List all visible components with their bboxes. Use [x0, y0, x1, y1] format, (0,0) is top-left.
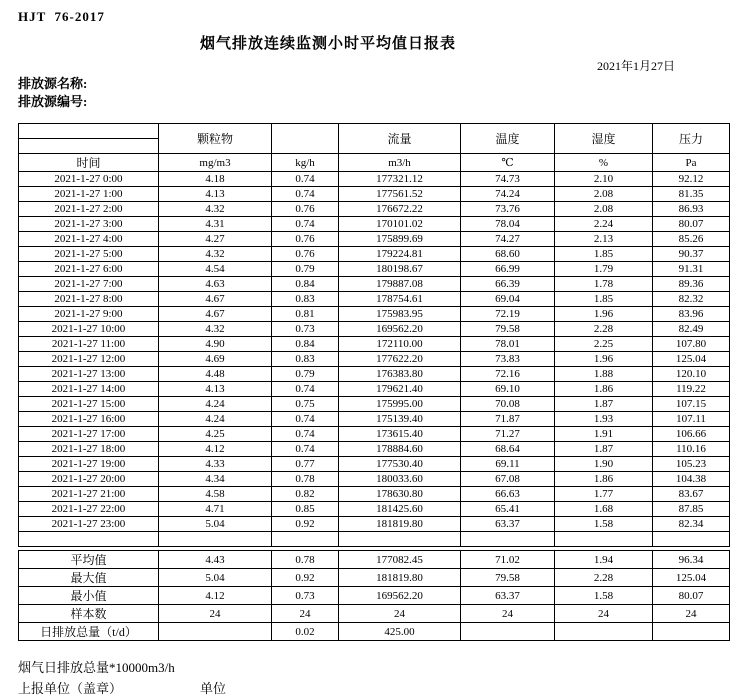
table-row [19, 232, 730, 247]
value-cell: 1.78 [555, 277, 653, 292]
main-table-body [19, 172, 730, 532]
value-cell: 1.85 [555, 247, 653, 262]
table-row [19, 202, 730, 217]
value-cell: 1.79 [555, 262, 653, 277]
value-cell: 82.34 [653, 517, 730, 532]
empty-cell [653, 532, 730, 547]
value-cell: 4.54 [159, 262, 272, 277]
value-cell: 177561.52 [339, 187, 461, 202]
value-cell: 79.58 [461, 322, 555, 337]
row-label-cell: 2021-1-27 19:00 [19, 457, 159, 472]
table-row [19, 277, 730, 292]
value-cell: 1.91 [555, 427, 653, 442]
empty-cell [159, 532, 272, 547]
column-header-pa: Pa [653, 154, 730, 172]
value-cell: 24 [653, 605, 730, 623]
value-cell: 96.34 [653, 551, 730, 569]
value-cell: 0.74 [272, 172, 339, 187]
value-cell: 80.07 [653, 587, 730, 605]
row-label-cell: 2021-1-27 11:00 [19, 337, 159, 352]
value-cell: 0.74 [272, 217, 339, 232]
value-cell: 107.15 [653, 397, 730, 412]
unit-header-row [19, 154, 730, 172]
value-cell: 1.86 [555, 472, 653, 487]
value-cell: 72.16 [461, 367, 555, 382]
row-label-cell: 2021-1-27 17:00 [19, 427, 159, 442]
row-label-cell: 2021-1-27 15:00 [19, 397, 159, 412]
value-cell: 65.41 [461, 502, 555, 517]
value-cell: 4.13 [159, 187, 272, 202]
empty-row [19, 532, 730, 547]
value-cell: 1.88 [555, 367, 653, 382]
row-label-cell: 2021-1-27 16:00 [19, 412, 159, 427]
row-label-cell: 2021-1-27 22:00 [19, 502, 159, 517]
value-cell: 68.60 [461, 247, 555, 262]
table-row [19, 587, 730, 605]
value-cell: 2.28 [555, 322, 653, 337]
value-cell: 176383.80 [339, 367, 461, 382]
row-label-cell: 2021-1-27 6:00 [19, 262, 159, 277]
value-cell: 119.22 [653, 382, 730, 397]
value-cell: 2.24 [555, 217, 653, 232]
value-cell: 24 [159, 605, 272, 623]
table-row [19, 502, 730, 517]
row-label-cell: 2021-1-27 14:00 [19, 382, 159, 397]
value-cell: 4.67 [159, 292, 272, 307]
value-cell: 4.18 [159, 172, 272, 187]
value-cell: 175995.00 [339, 397, 461, 412]
value-cell: 173615.40 [339, 427, 461, 442]
table-row [19, 487, 730, 502]
value-cell: 0.84 [272, 277, 339, 292]
value-cell: 4.24 [159, 397, 272, 412]
value-cell [653, 623, 730, 641]
value-cell: 0.74 [272, 442, 339, 457]
value-cell: 85.26 [653, 232, 730, 247]
table-row [19, 352, 730, 367]
value-cell: 425.00 [339, 623, 461, 641]
value-cell: 71.87 [461, 412, 555, 427]
table-row [19, 262, 730, 277]
empty-cell [555, 532, 653, 547]
value-cell: 87.85 [653, 502, 730, 517]
value-cell: 1.87 [555, 442, 653, 457]
value-cell: 0.73 [272, 322, 339, 337]
row-label-cell: 平均值 [19, 551, 159, 569]
value-cell: 0.74 [272, 187, 339, 202]
value-cell: 24 [555, 605, 653, 623]
empty-cell [19, 532, 159, 547]
value-cell: 2.13 [555, 232, 653, 247]
empty-cell [272, 532, 339, 547]
value-cell: 73.83 [461, 352, 555, 367]
value-cell: 0.81 [272, 307, 339, 322]
value-cell: 0.83 [272, 352, 339, 367]
value-cell: 105.23 [653, 457, 730, 472]
empty-cell [461, 532, 555, 547]
row-label-cell: 2021-1-27 21:00 [19, 487, 159, 502]
value-cell: 1.68 [555, 502, 653, 517]
value-cell: 92.12 [653, 172, 730, 187]
value-cell: 70.08 [461, 397, 555, 412]
row-label-cell: 2021-1-27 12:00 [19, 352, 159, 367]
main-data-table [18, 123, 730, 547]
value-cell: 89.36 [653, 277, 730, 292]
column-header-m3h: m3/h [339, 154, 461, 172]
value-cell: 4.34 [159, 472, 272, 487]
value-cell: 0.92 [272, 517, 339, 532]
value-cell: 4.32 [159, 247, 272, 262]
value-cell: 1.90 [555, 457, 653, 472]
value-cell: 4.12 [159, 587, 272, 605]
value-cell: 1.93 [555, 412, 653, 427]
value-cell: 175983.95 [339, 307, 461, 322]
value-cell: 125.04 [653, 569, 730, 587]
value-cell: 172110.00 [339, 337, 461, 352]
table-row [19, 472, 730, 487]
value-cell: 104.38 [653, 472, 730, 487]
row-label-cell: 2021-1-27 2:00 [19, 202, 159, 217]
value-cell: 71.02 [461, 551, 555, 569]
value-cell: 4.24 [159, 412, 272, 427]
value-cell: 180033.60 [339, 472, 461, 487]
group-header-humidity: 湿度 [555, 124, 653, 154]
table-row [19, 382, 730, 397]
value-cell: 177082.45 [339, 551, 461, 569]
value-cell: 179887.08 [339, 277, 461, 292]
value-cell: 2.25 [555, 337, 653, 352]
standard-number: HJT 76-2017 [18, 9, 105, 24]
value-cell: 1.77 [555, 487, 653, 502]
value-cell: 181819.80 [339, 517, 461, 532]
value-cell: 79.58 [461, 569, 555, 587]
footer-line [18, 678, 741, 697]
report-unit-label: 上报单位（盖章） [18, 681, 123, 696]
value-cell: 4.12 [159, 442, 272, 457]
value-cell: 82.32 [653, 292, 730, 307]
value-cell: 82.49 [653, 322, 730, 337]
value-cell: 180198.67 [339, 262, 461, 277]
row-label-cell: 2021-1-27 23:00 [19, 517, 159, 532]
value-cell: 66.63 [461, 487, 555, 502]
value-cell: 107.11 [653, 412, 730, 427]
value-cell: 81.35 [653, 187, 730, 202]
row-label-cell: 最小值 [19, 587, 159, 605]
value-cell [159, 623, 272, 641]
value-cell: 0.76 [272, 247, 339, 262]
table-row [19, 217, 730, 232]
table-row [19, 322, 730, 337]
group-header-temperature: 温度 [461, 124, 555, 154]
table-row [19, 605, 730, 623]
value-cell: 107.80 [653, 337, 730, 352]
value-cell: 4.90 [159, 337, 272, 352]
value-cell [555, 623, 653, 641]
column-header-percent: % [555, 154, 653, 172]
table-row [19, 623, 730, 641]
row-label-cell: 2021-1-27 20:00 [19, 472, 159, 487]
value-cell: 1.85 [555, 292, 653, 307]
value-cell: 74.27 [461, 232, 555, 247]
value-cell: 4.69 [159, 352, 272, 367]
value-cell: 24 [272, 605, 339, 623]
value-cell [461, 623, 555, 641]
table-row [19, 442, 730, 457]
value-cell: 86.93 [653, 202, 730, 217]
row-label-cell: 2021-1-27 18:00 [19, 442, 159, 457]
value-cell: 63.37 [461, 587, 555, 605]
row-label-cell: 2021-1-27 5:00 [19, 247, 159, 262]
group-header-particulate: 颗粒物 [159, 124, 272, 154]
value-cell: 0.77 [272, 457, 339, 472]
value-cell: 0.02 [272, 623, 339, 641]
table-row [19, 427, 730, 442]
value-cell: 0.74 [272, 427, 339, 442]
value-cell: 0.83 [272, 292, 339, 307]
value-cell: 0.82 [272, 487, 339, 502]
source-name-label: 排放源名称: [18, 76, 88, 91]
row-label-cell: 2021-1-27 0:00 [19, 172, 159, 187]
value-cell: 0.75 [272, 397, 339, 412]
group-header-row [19, 124, 730, 139]
value-cell: 178630.80 [339, 487, 461, 502]
value-cell: 175899.69 [339, 232, 461, 247]
table-row [19, 172, 730, 187]
source-code-label: 排放源编号: [18, 94, 88, 109]
page-title: 烟气排放连续监测小时平均值日报表 [199, 36, 456, 52]
row-label-cell: 2021-1-27 13:00 [19, 367, 159, 382]
value-cell: 67.08 [461, 472, 555, 487]
table-row [19, 187, 730, 202]
value-cell: 74.73 [461, 172, 555, 187]
row-label-cell: 日排放总量（t/d） [19, 623, 159, 641]
empty-cell [339, 532, 461, 547]
value-cell: 4.13 [159, 382, 272, 397]
value-cell: 0.79 [272, 262, 339, 277]
value-cell: 181425.60 [339, 502, 461, 517]
value-cell: 1.58 [555, 587, 653, 605]
value-cell: 169562.20 [339, 322, 461, 337]
value-cell: 110.16 [653, 442, 730, 457]
time-header-lower-cell [19, 139, 159, 154]
value-cell: 120.10 [653, 367, 730, 382]
value-cell: 181819.80 [339, 569, 461, 587]
table-row [19, 569, 730, 587]
value-cell: 125.04 [653, 352, 730, 367]
value-cell: 1.58 [555, 517, 653, 532]
value-cell: 4.32 [159, 322, 272, 337]
table-row [19, 367, 730, 382]
value-cell: 63.37 [461, 517, 555, 532]
value-cell: 74.24 [461, 187, 555, 202]
value-cell: 69.04 [461, 292, 555, 307]
value-cell: 91.31 [653, 262, 730, 277]
value-cell: 83.67 [653, 487, 730, 502]
value-cell: 0.85 [272, 502, 339, 517]
value-cell: 4.27 [159, 232, 272, 247]
value-cell: 1.86 [555, 382, 653, 397]
value-cell: 2.28 [555, 569, 653, 587]
value-cell: 1.87 [555, 397, 653, 412]
value-cell: 177321.12 [339, 172, 461, 187]
value-cell: 83.96 [653, 307, 730, 322]
value-cell: 4.48 [159, 367, 272, 382]
value-cell: 4.71 [159, 502, 272, 517]
value-cell: 0.74 [272, 412, 339, 427]
report-date: 2021年1月27日 [596, 59, 675, 73]
value-cell: 179224.81 [339, 247, 461, 262]
value-cell: 0.76 [272, 232, 339, 247]
table-row [19, 517, 730, 532]
value-cell: 0.92 [272, 569, 339, 587]
value-cell: 178884.60 [339, 442, 461, 457]
daily-total-note: 烟气日排放总量*10000m3/h [18, 660, 175, 675]
table-row [19, 412, 730, 427]
column-header-celsius: ℃ [461, 154, 555, 172]
table-row [19, 247, 730, 262]
row-label-cell: 2021-1-27 1:00 [19, 187, 159, 202]
value-cell: 71.27 [461, 427, 555, 442]
value-cell: 80.07 [653, 217, 730, 232]
value-cell: 176672.22 [339, 202, 461, 217]
value-cell: 4.58 [159, 487, 272, 502]
value-cell: 0.84 [272, 337, 339, 352]
summary-table [18, 550, 730, 641]
value-cell: 0.78 [272, 551, 339, 569]
value-cell: 4.43 [159, 551, 272, 569]
value-cell: 1.96 [555, 307, 653, 322]
value-cell: 4.63 [159, 277, 272, 292]
row-label-cell: 2021-1-27 4:00 [19, 232, 159, 247]
value-cell: 78.04 [461, 217, 555, 232]
value-cell: 90.37 [653, 247, 730, 262]
value-cell: 5.04 [159, 569, 272, 587]
row-label-cell: 2021-1-27 9:00 [19, 307, 159, 322]
row-label-cell: 2021-1-27 8:00 [19, 292, 159, 307]
column-header-kgh: kg/h [272, 154, 339, 172]
value-cell: 4.33 [159, 457, 272, 472]
value-cell: 68.64 [461, 442, 555, 457]
value-cell: 177530.40 [339, 457, 461, 472]
table-row [19, 292, 730, 307]
value-cell: 5.04 [159, 517, 272, 532]
value-cell: 2.10 [555, 172, 653, 187]
row-label-cell: 最大值 [19, 569, 159, 587]
value-cell: 4.67 [159, 307, 272, 322]
value-cell: 66.99 [461, 262, 555, 277]
value-cell: 4.31 [159, 217, 272, 232]
value-cell: 106.66 [653, 427, 730, 442]
value-cell: 179621.40 [339, 382, 461, 397]
column-header-time: 时间 [19, 154, 159, 172]
table-row [19, 307, 730, 322]
value-cell: 4.25 [159, 427, 272, 442]
row-label-cell: 2021-1-27 7:00 [19, 277, 159, 292]
value-cell: 69.11 [461, 457, 555, 472]
value-cell: 0.78 [272, 472, 339, 487]
unit-label: 单位 [200, 681, 227, 696]
group-header-empty [272, 124, 339, 154]
table-row [19, 551, 730, 569]
value-cell: 72.19 [461, 307, 555, 322]
value-cell: 73.76 [461, 202, 555, 217]
value-cell: 1.94 [555, 551, 653, 569]
value-cell: 178754.61 [339, 292, 461, 307]
row-label-cell: 样本数 [19, 605, 159, 623]
summary-table-body [19, 551, 730, 641]
value-cell: 24 [461, 605, 555, 623]
value-cell: 78.01 [461, 337, 555, 352]
value-cell: 1.96 [555, 352, 653, 367]
value-cell: 175139.40 [339, 412, 461, 427]
value-cell: 4.32 [159, 202, 272, 217]
value-cell: 0.73 [272, 587, 339, 605]
row-label-cell: 2021-1-27 10:00 [19, 322, 159, 337]
time-header-upper-cell [19, 124, 159, 139]
value-cell: 2.08 [555, 202, 653, 217]
value-cell: 0.79 [272, 367, 339, 382]
value-cell: 0.74 [272, 382, 339, 397]
column-header-mgm3: mg/m3 [159, 154, 272, 172]
value-cell: 2.08 [555, 187, 653, 202]
group-header-flow: 流量 [339, 124, 461, 154]
value-cell: 69.10 [461, 382, 555, 397]
value-cell: 0.76 [272, 202, 339, 217]
table-row [19, 337, 730, 352]
table-row [19, 457, 730, 472]
value-cell: 169562.20 [339, 587, 461, 605]
value-cell: 170101.02 [339, 217, 461, 232]
table-row [19, 397, 730, 412]
row-label-cell: 2021-1-27 3:00 [19, 217, 159, 232]
value-cell: 24 [339, 605, 461, 623]
value-cell: 177622.20 [339, 352, 461, 367]
value-cell: 66.39 [461, 277, 555, 292]
group-header-pressure: 压力 [653, 124, 730, 154]
